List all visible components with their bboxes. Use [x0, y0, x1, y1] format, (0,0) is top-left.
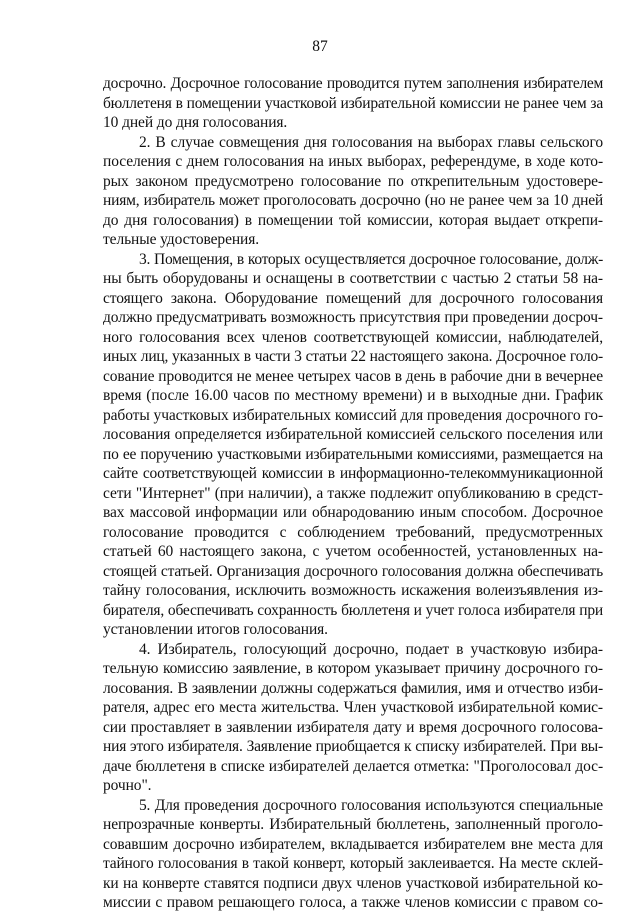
text-line: ны быть оборудованы и оснащены в соответствии с частью 2 статьи 58 на-: [103, 270, 603, 287]
text-line: рочно".: [103, 777, 152, 794]
text-line: сии проставляет в заявлении избирателя дату и время досрочного голосова-: [103, 718, 603, 736]
text-line: досрочно. Досрочное голосование проводится путем заполнения избирателем: [103, 75, 603, 92]
text-line: 10 дней до дня голосования.: [103, 114, 288, 131]
text-line: тайного голосования в такой конверт, который заклеивается. На месте склей-: [103, 855, 603, 872]
text-line: 3. Помещения, в которых осуществляется досрочное голосование, долж-: [139, 250, 603, 268]
text-line: поселения с днем голосования на иных выборах, референдуме, в ходе кото-: [103, 153, 603, 170]
text-line: даче бюллетеня в списке избирателей делается отметка: "Проголосовал дос-: [103, 757, 603, 775]
text-line: тайну голосования, исключить возможность искажения волеизъявления из-: [103, 582, 603, 599]
text-line: работы участковых избирательных комиссий для проведения досрочного го-: [103, 406, 603, 424]
text-line: сование проводится не менее четырех часов в день в рабочие дни в вечернее: [103, 367, 603, 385]
text-line: 4. Избиратель, голосующий досрочно, подает в участковую избира-: [139, 640, 603, 658]
text-line: 5. Для проведения досрочного голосования используются специальные: [139, 796, 603, 814]
text-line: статьей 60 настоящего закона, с учетом особенностей, установленных на-: [103, 543, 603, 560]
text-line: рых законом предусмотрено голосование по открепительным удостовере-: [103, 172, 603, 190]
text-line: 2. В случае совмещения дня голосования на выборах главы сельского: [139, 133, 603, 151]
text-line: должно предусматривать возможность присутствия при проведении досроч-: [103, 309, 603, 326]
text-line: совавшим досрочно избирателем, вкладывается избирателем вне места для: [103, 835, 603, 853]
text-line: до дня голосования) в помещении той комиссии, которая выдает открепи-: [103, 211, 603, 229]
text-line: лосования определяется избирательной комиссией сельского поселения или: [103, 426, 603, 443]
text-line: сайте соответствующей комиссии в информационно-телекоммуникационной: [103, 465, 603, 482]
text-line: рателя, адрес его места жительства. Член участковой избирательной комис-: [103, 699, 603, 716]
text-line: ния этого избирателя. Заявление приобщается к списку избирателей. При вы-: [103, 738, 603, 755]
text-line: миссии с правом решающего голоса, а также членов комиссии с правом со-: [103, 894, 603, 911]
body-text: [103, 74, 603, 913]
text-line: тельные удостоверения.: [103, 231, 260, 248]
text-line: ки на конверте ставятся подписи двух членов участковой избирательной ко-: [103, 874, 603, 892]
text-line: стоящего закона. Оборудование помещений для досрочного голосования: [103, 289, 603, 307]
text-line: лосования. В заявлении должны содержаться фамилия, имя и отчество изби-: [103, 679, 603, 697]
page-number: 87: [312, 38, 328, 55]
text-line: непрозрачные конверты. Избирательный бюллетень, заполненный проголо-: [103, 816, 603, 833]
text-line: ниям, избиратель может проголосовать досрочно (но не ранее чем за 10 дней: [103, 192, 603, 209]
text-line: бирателя, обеспечивать сохранность бюллетеня и учет голоса избирателя при: [103, 601, 603, 619]
text-line: голосование проводится с соблюдением требований, предусмотренных: [103, 523, 603, 541]
text-line: иных лиц, указанных в части 3 статьи 22 настоящего закона. Досрочное голо-: [103, 348, 603, 365]
text-line: по ее поручению участковыми избирательными комиссиями, размещается на: [103, 445, 603, 463]
text-line: время (после 16.00 часов по местному времени) и в выходные дни. График: [103, 387, 603, 404]
text-line: установлении итогов голосования.: [103, 621, 328, 638]
text-line: стоящей статьей. Организация досрочного голосования должна обеспечивать: [103, 562, 603, 580]
text-line: бюллетеня в помещении участковой избирательной комиссии не ранее чем за: [103, 94, 603, 112]
text-line: сети "Интернет" (при наличии), а также подлежит опубликованию в средст-: [103, 484, 603, 502]
text-line: тельную комиссию заявление, в котором указывает причину досрочного го-: [103, 660, 603, 677]
text-line: вах массовой информации или обнародованию иным способом. Досрочное: [103, 504, 603, 521]
text-line: ного голосования всех членов соответствующей комиссии, наблюдателей,: [103, 328, 603, 346]
